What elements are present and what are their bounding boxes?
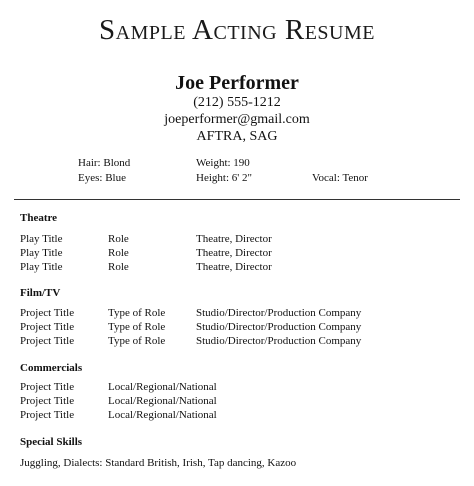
credit-market: Local/Regional/National	[108, 409, 217, 421]
section-heading-theatre: Theatre	[20, 212, 58, 224]
credit-role: Role	[108, 233, 129, 245]
credit-role: Role	[108, 247, 129, 259]
credit-company: Theatre, Director	[196, 247, 272, 259]
special-skills-text: Juggling, Dialects: Standard British, Irish, Tap dancing, Kazoo	[20, 457, 297, 469]
credit-role: Role	[108, 261, 129, 273]
union-affiliations: AFTRA, SAG	[196, 129, 278, 144]
film-tv-row	[0, 307, 474, 321]
credit-title: Play Title	[20, 247, 63, 259]
credit-company: Studio/Director/Production Company	[196, 335, 362, 347]
section-heading-film-tv: Film/TV	[20, 287, 61, 299]
credit-title: Project Title	[20, 381, 75, 393]
stat-vocal: Vocal: Tenor	[312, 172, 368, 184]
stat-weight: Weight: 190	[196, 157, 250, 169]
contact-header	[0, 72, 474, 145]
email-address: joeperformer@gmail.com	[164, 112, 310, 127]
stat-hair: Hair: Blond	[78, 157, 131, 169]
stat-eyes: Eyes: Blue	[78, 172, 126, 184]
commercial-row	[0, 409, 474, 423]
theatre-row	[0, 247, 474, 261]
credit-title: Play Title	[20, 261, 63, 273]
credit-title: Project Title	[20, 321, 75, 333]
section-heading-commercials: Commercials	[20, 362, 83, 374]
credit-role: Type of Role	[108, 335, 166, 347]
credit-title: Project Title	[20, 395, 75, 407]
film-tv-row	[0, 335, 474, 349]
credit-title: Project Title	[20, 307, 75, 319]
credit-market: Local/Regional/National	[108, 395, 217, 407]
credit-market: Local/Regional/National	[108, 381, 217, 393]
phone-number: (212) 555-1212	[193, 95, 281, 110]
theatre-row	[0, 233, 474, 247]
section-divider	[14, 199, 460, 200]
credit-company: Theatre, Director	[196, 233, 272, 245]
credit-title: Project Title	[20, 335, 75, 347]
credit-title: Project Title	[20, 409, 75, 421]
credit-role: Type of Role	[108, 321, 166, 333]
commercial-row	[0, 381, 474, 395]
credit-title: Play Title	[20, 233, 63, 245]
credit-company: Studio/Director/Production Company	[196, 321, 362, 333]
stat-height: Height: 6' 2"	[196, 172, 252, 184]
credit-company: Studio/Director/Production Company	[196, 307, 362, 319]
credit-role: Type of Role	[108, 307, 166, 319]
credit-company: Theatre, Director	[196, 261, 272, 273]
commercial-row	[0, 395, 474, 409]
page-title: Sample Acting Resume	[99, 14, 375, 46]
theatre-row	[0, 261, 474, 275]
section-heading-special-skills: Special Skills	[20, 436, 83, 448]
film-tv-row	[0, 321, 474, 335]
performer-name: Joe Performer	[175, 72, 299, 94]
